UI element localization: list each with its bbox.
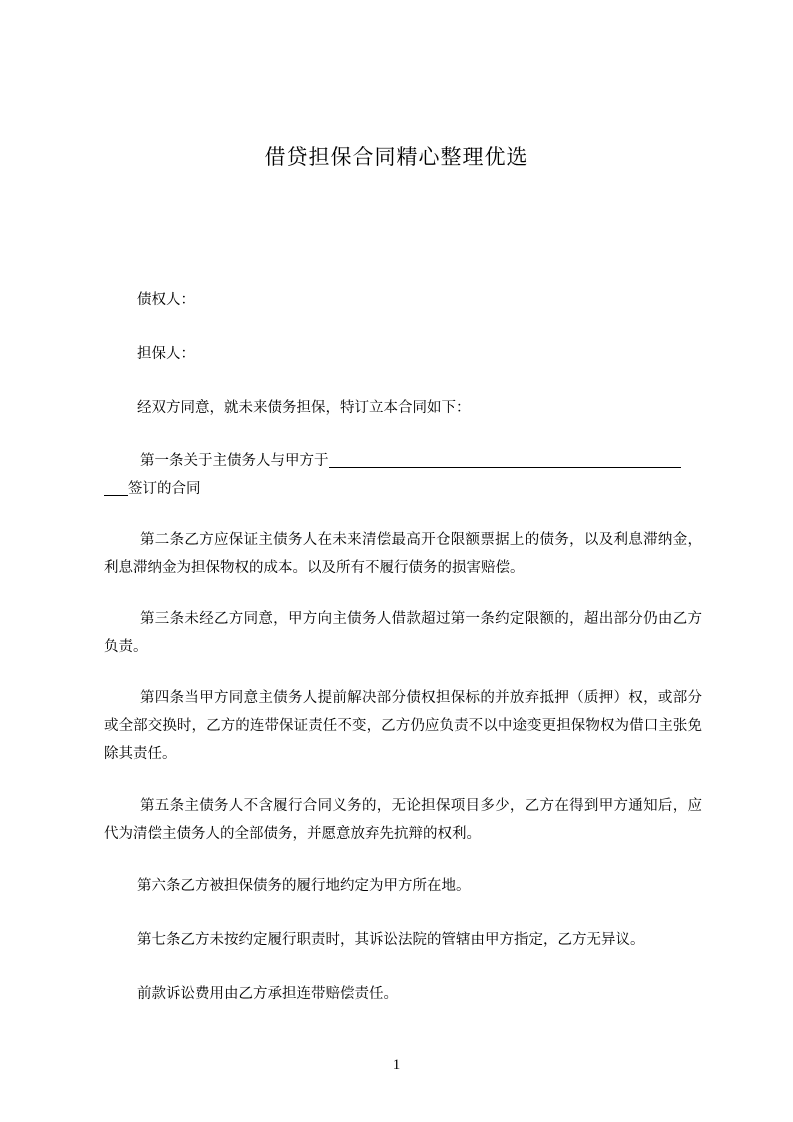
article-7-paragraph: 第七条乙方未按约定履行职责时，其诉讼法院的管辖由甲方指定，乙方无异议。 xyxy=(137,932,645,948)
article-2-paragraph: 第二条乙方应保证主债务人在未来清偿最高开仓限额票据上的债务，以及利息滞纳金，利息滞纳金为担保物权的成本。以及所有不履行债务的损害赔偿。 xyxy=(104,532,702,576)
article-6-paragraph: 第六条乙方被担保债务的履行地约定为甲方所在地。 xyxy=(137,878,471,894)
document-title: 借贷担保合同精心整理优选 xyxy=(264,145,529,169)
article-3-paragraph: 第三条未经乙方同意，甲方向主债务人借款超过第一条约定限额的，超出部分仍由乙方负责。 xyxy=(104,611,702,655)
intro-paragraph: 经双方同意，就未来债务担保，特订立本合同如下： xyxy=(137,400,471,416)
article-4-paragraph: 第四条当甲方同意主债务人提前解决部分债权担保标的并放弃抵押（质押）权，或部分或全部交换时，乙方的连带保证责任不变，乙方仍应负责不以中途变更担保物权为借口主张免除其责任。 xyxy=(104,690,702,762)
page-number: 1 xyxy=(392,1057,401,1073)
guarantor-line: 担保人： xyxy=(137,346,195,362)
fill-in-blank-line-continued xyxy=(104,479,128,496)
fill-in-blank-line xyxy=(329,451,681,468)
article-5-paragraph: 第五条主债务人不含履行合同义务的，无论担保项目多少，乙方在得到甲方通知后，应代为清偿主债务人的全部债务，并愿意放弃先抗辩的权利。 xyxy=(104,798,702,842)
article-1-suffix: 签订的合同 xyxy=(128,481,201,497)
article-1-paragraph xyxy=(104,447,702,503)
article-1-text: 第一条关于主债务人与甲方于 xyxy=(140,453,329,469)
creditor-line: 债权人： xyxy=(137,292,195,308)
litigation-costs-paragraph: 前款诉讼费用由乙方承担连带赔偿责任。 xyxy=(137,986,398,1002)
